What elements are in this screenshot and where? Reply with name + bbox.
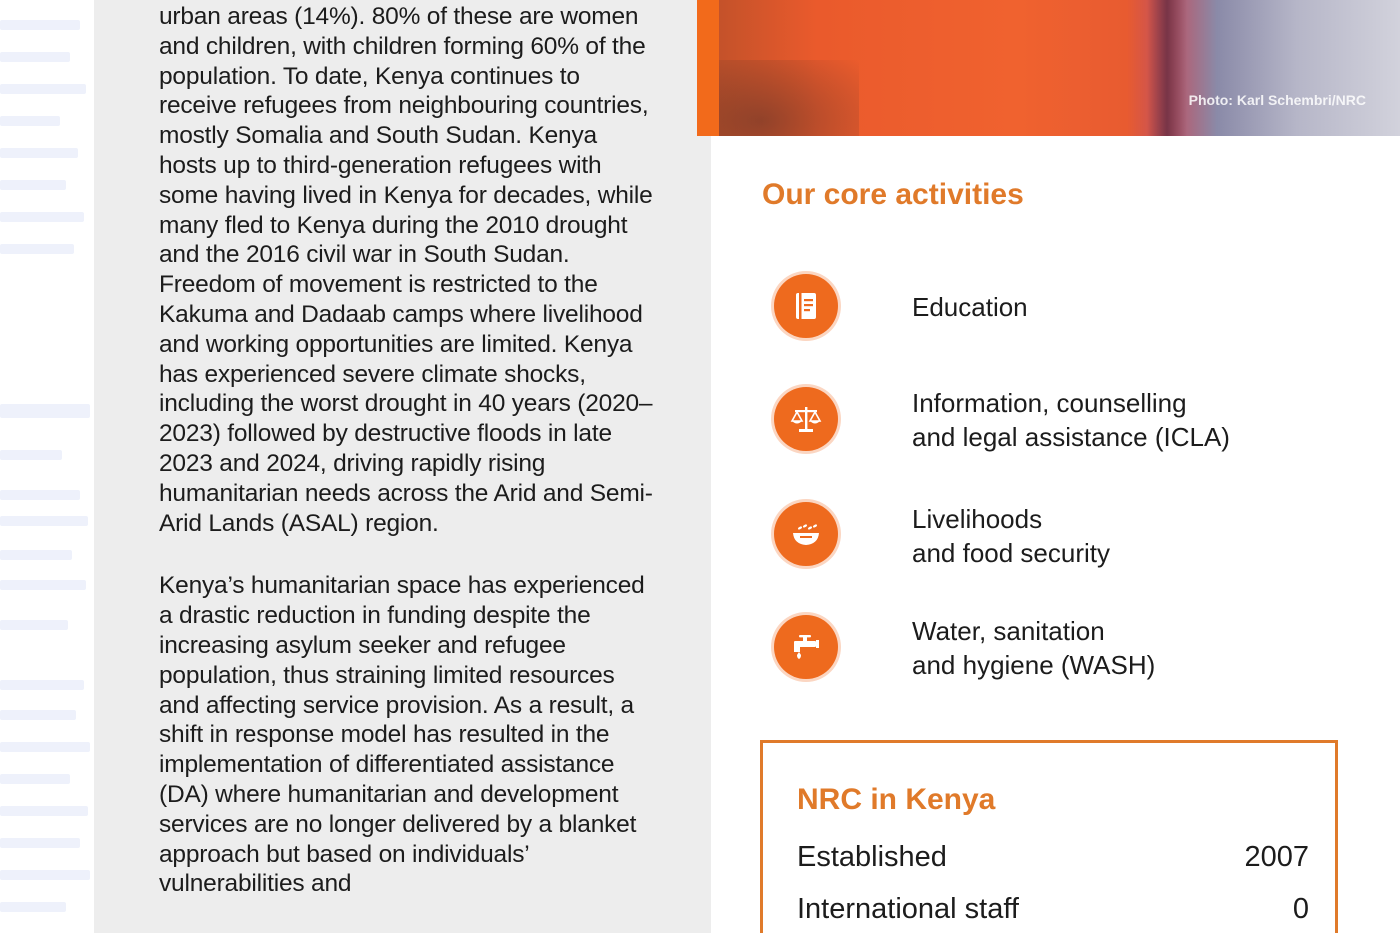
activity-icla [774, 387, 1334, 457]
fact-value: 0 [1292, 893, 1309, 925]
activity-wash [774, 615, 1334, 685]
activity-label: Water, sanitation and hygiene (WASH) [912, 616, 1156, 680]
activity-label: Livelihoods and food security [912, 504, 1111, 568]
core-activities-title: Our core activities [762, 178, 1024, 211]
fact-value: 2007 [1244, 841, 1309, 873]
fact-box-title: NRC in Kenya [797, 783, 996, 816]
food-bowl-icon [774, 502, 838, 566]
water-tap-icon [774, 615, 838, 679]
scales-icon [774, 387, 838, 451]
photo-fold [1147, 0, 1187, 136]
activity-label: Information, counselling and legal assistance (ICLA) [912, 388, 1230, 452]
photo-shadow [719, 60, 859, 136]
photo-credit: Photo: Karl Schembri/NRC [1188, 92, 1366, 108]
activity-livelihoods [774, 502, 1334, 572]
fact-box [760, 740, 1338, 933]
body-paragraph-2: Kenya’s humanitarian space has experienced a drastic reduction in funding despite the increasing asylum seeker and refugee population, thus straining limited resources and affecting service provision. As a result, a shift in response model has resulted in the implementation of differentiated assistance (DA) where humanitarian and development services are no longer delivered by a blanket approach but based on individuals’ vulnerabilities and [159, 572, 645, 898]
left-margin-bleed [0, 0, 94, 933]
fact-label: International staff [797, 893, 1019, 925]
body-text [159, 2, 659, 899]
activity-label: Education [912, 292, 1028, 322]
body-paragraph-1: urban areas (14%). 80% of these are women and children, with children forming 60% of the population. To date, Kenya continues to receive refugees from neighbouring countries, mostly Somalia and South Sudan. Kenya hosts up to third-generation refugees with some having lived in Kenya for decades, while many fled to Kenya during the 2010 drought and the 2016 civil war in South Sudan. Freedom of movement is restricted to the Kakuma and Dadaab camps where livelihood and working opportunities are limited. Kenya has experienced severe climate shocks, including the worst drought in 40 years (2020–2023) followed by destructive floods in late 2023 and 2024, driving rapidly rising humanitarian needs across the Arid and Semi-Arid Lands (ASAL) region. [159, 3, 653, 537]
header-photo [697, 0, 1400, 136]
activity-education [774, 274, 1334, 344]
body-text-column [94, 0, 711, 933]
book-icon [774, 274, 838, 338]
fact-label: Established [797, 841, 947, 873]
